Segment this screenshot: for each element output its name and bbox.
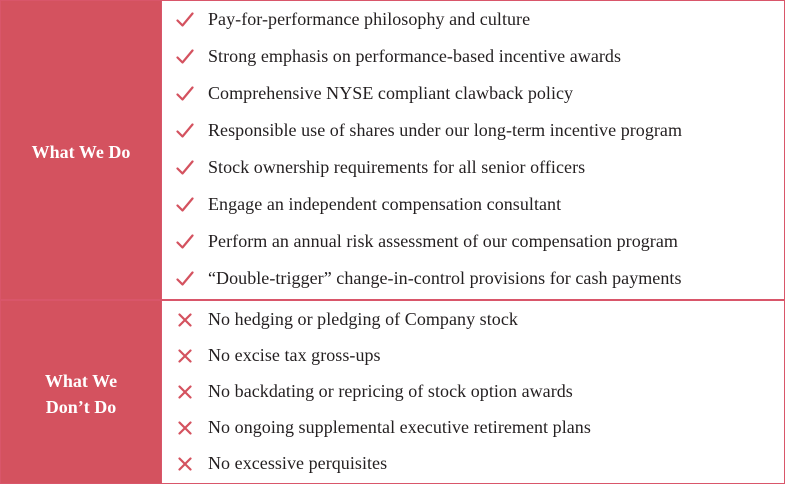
list-item-text: Stock ownership requirements for all senior officers [208,157,586,177]
what-we-dont-do-section [1,301,784,483]
practices-list [161,301,784,483]
check-icon [162,123,208,139]
section-label: What We Do [31,142,131,162]
list-item [162,223,784,260]
what-we-do-section [1,1,784,299]
list-item-text: Responsible use of shares under our long-term incentive program [208,120,683,140]
list-item [162,260,784,297]
cross-icon [162,385,208,399]
list-item [162,112,784,149]
list-item-text: No backdating or repricing of stock option awards [208,381,573,401]
section-label: What We Don’t Do [44,371,118,417]
list-item-text: No hedging or pledging of Company stock [208,309,518,329]
list-item [162,149,784,186]
list-item [162,409,784,446]
list-item-text: No ongoing supplemental executive retirement plans [208,417,591,437]
list-item [162,337,784,374]
list-item-text: Pay-for-performance philosophy and culture [208,9,531,29]
list-item-text: Strong emphasis on performance-based incentive awards [208,46,622,66]
list-item [162,75,784,112]
list-item [162,445,784,482]
list-item-text: Engage an independent compensation consultant [208,194,562,214]
check-icon [162,49,208,65]
check-icon [162,197,208,213]
section-label-cell [1,301,161,483]
cross-icon [162,349,208,363]
section-label-cell [1,1,161,299]
list-item [162,1,784,38]
list-item-text: No excise tax gross-ups [208,345,381,365]
list-item-text: No excessive perquisites [208,453,388,473]
cross-icon [162,421,208,435]
check-icon [162,12,208,28]
list-item [162,186,784,223]
check-icon [162,271,208,287]
list-item-text: Comprehensive NYSE compliant clawback policy [208,83,574,103]
list-item [162,38,784,75]
practices-list [161,1,784,299]
check-icon [162,234,208,250]
list-item-text: Perform an annual risk assessment of our compensation program [208,231,678,251]
list-item [162,301,784,338]
list-item [162,373,784,410]
cross-icon [162,313,208,327]
cross-icon [162,457,208,471]
check-icon [162,86,208,102]
check-icon [162,160,208,176]
list-item-text: “Double-trigger” change-in-control provisions for cash payments [208,268,682,288]
